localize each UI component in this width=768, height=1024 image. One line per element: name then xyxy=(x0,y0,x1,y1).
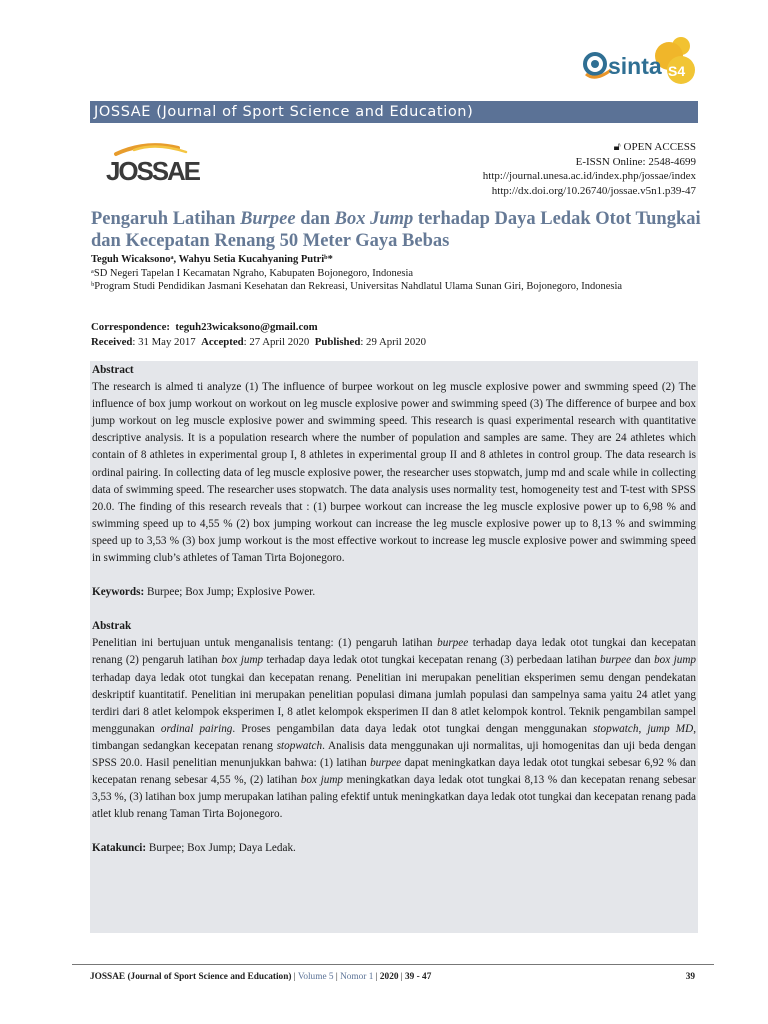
correspondence-block xyxy=(91,320,701,349)
abstrak-text: Penelitian ini bertujuan untuk menganalisis tentang: (1) pengaruh latihan burpee terhadap daya ledak otot tungkai dan kecepatan renang (2) pengaruh latihan box jump terhadap daya ledak otot tungkai kecepatan renang (3) perbedaan latihan burpee dan box jump terhadap daya ledak otot tungkai dan kecepatan renang. Penelitian ini merupakan penelitian eksperimen semu dengan pendekatan deskriptif kuantitatif. Penelitian ini merupakan penelitian populasi dimana jumlah populasi dan sampelnya sama yaitu 24 atlet yang terdiri dari 8 atlet kelompok eksperimen I, 8 atlet kelompok eksperimen II dan 8 atlet kelompok kontrol. Teknik pengambilan sampel menggunakan ordinal pairing. Proses pengambilan data daya ledak otot tungkai dengan menggunakan stopwatch, jump MD, timbangan sedangkan kecepatan renang stopwatch. Analisis data menggunakan uji normalitas, uji homogenitas dan uji beda dengan SPSS 20.0. Hasil penelitian menunjukkan bahwa: (1) latihan burpee dapat meningkatkan daya ledak otot tungkai sebesar 6,92 % dan kecepatan renang sebesar 4,55 %, (2) latihan box jump meningkatkan daya ledak otot tungkai 8,13 % dan kecepatan renang sebesar 3,53 %, (3) latihan box jump merupakan latihan paling efektif untuk meningkatkan daya ledak otot tungkai dan kecepatan renang pada atlet klub renang Taman Tirta Bojonegoro. xyxy=(92,637,696,821)
affiliation-b: ᵇProgram Studi Pendidikan Jasmani Kesehatan dan Rekreasi, Universitas Nahdlatul Ulama Sunan Giri, Bojonegoro, Indonesia xyxy=(91,281,623,292)
sinta-rank: S4 xyxy=(668,63,686,79)
jossae-logo-icon xyxy=(106,138,202,186)
open-access-label: 🔓︎ OPEN ACCESS xyxy=(613,141,696,153)
author-names: Teguh Wicaksonoᵃ, Wahyu Setia Kucahyaning Putriᵇ* xyxy=(91,254,333,265)
sinta-s4-badge xyxy=(581,34,697,90)
journal-url[interactable]: http://journal.unesa.ac.id/index.php/jossae/index xyxy=(482,170,696,183)
article-title: Pengaruh Latihan Burpee dan Box Jump terhadap Daya Ledak Otot Tungkai dan Kecepatan Renang 50 Meter Gaya Bebas xyxy=(91,209,701,251)
doi-url[interactable]: http://dx.doi.org/10.26740/jossae.v5n1.p39-47 xyxy=(491,184,696,197)
jossae-wordmark: JOSSAE xyxy=(106,156,201,186)
footer-divider xyxy=(72,964,714,965)
abstrak-heading: Abstrak xyxy=(92,620,132,633)
footer-volume: Volume 5 xyxy=(297,972,334,982)
katakunci: Katakunci: Burpee; Box Jump; Daya Ledak. xyxy=(92,842,296,855)
lock-icon: 🔓︎ xyxy=(613,141,621,153)
sinta-logo-icon xyxy=(581,34,697,90)
jossae-logo xyxy=(106,138,202,186)
page-number: 39 xyxy=(685,972,695,982)
journal-header-bar: JOSSAE (Journal of Sport Science and Education) xyxy=(90,101,698,123)
dates-line: Received: 31 May 2017 Accepted: 27 April 2020 Published: 29 April 2020 xyxy=(91,335,427,348)
abstract-heading: Abstract xyxy=(92,364,134,376)
access-info xyxy=(483,140,696,198)
page-footer: JOSSAE (Journal of Sport Science and Education) | Volume 5 | Nomor 1 | 2020 | 39 - 47 39 xyxy=(90,972,695,982)
eissn: E-ISSN Online: 2548-4699 xyxy=(575,155,696,168)
abstract-section xyxy=(92,362,696,857)
footer-pages: 39 - 47 xyxy=(405,972,432,982)
correspondence-line: Correspondence: teguh23wicaksono@gmail.com xyxy=(91,321,318,333)
affiliation-a: ᵃSD Negeri Tapelan I Kecamatan Ngraho, Kabupaten Bojonegoro, Indonesia xyxy=(91,267,414,279)
footer-journal: JOSSAE (Journal of Sport Science and Education) xyxy=(90,972,292,982)
email-link[interactable]: teguh23wicaksono@gmail.com xyxy=(175,321,318,333)
authors-block xyxy=(91,253,701,294)
keywords: Keywords: Burpee; Box Jump; Explosive Power. xyxy=(92,586,316,599)
abstract-text: The research is almed ti analyze (1) The influence of burpee workout on leg muscle explosive power and swmming speed (2) The influence of box jump workout on workout on leg muscle explosive power and swimming speed (3) The difference of burpee and box jump workout on leg muscle explosive power and swimming speed. This research is quasi experimental research with quantitative descriptive analysis. It is a population research where the number of population and samples are same. They are 24 athletes which contain of 8 athletes in experimental group I, 8 athletes in experimental group II and 8 athletes in control group. The data research is ordinal pairing. In collecting data of leg muscle explosive power, the researcher uses stopwatch, jump md and scale while in collecting data of swimming speed. The researcher uses stopwatch. The data analysis uses normality test, homogeneity test and T-test with SPSS 20.0. The finding of this research reveals that : (1) burpee workout can increase the leg muscle explosive power up to 6,98 % and swimming speed up to 4,55 % (2) box jumping workout can increase the leg muscle explosive power up to 8,13 % and swimming speed up to 3,53 % (3) box jump workout is the most effective workout to increase leg muscle explosive power and swimming speed in swimming club’s athletes of Taman Tirta Bojonegoro. xyxy=(92,381,696,565)
footer-year: 2020 xyxy=(379,972,399,982)
sinta-wordmark: sinta xyxy=(608,53,662,79)
footer-nomor: Nomor 1 xyxy=(340,972,374,982)
